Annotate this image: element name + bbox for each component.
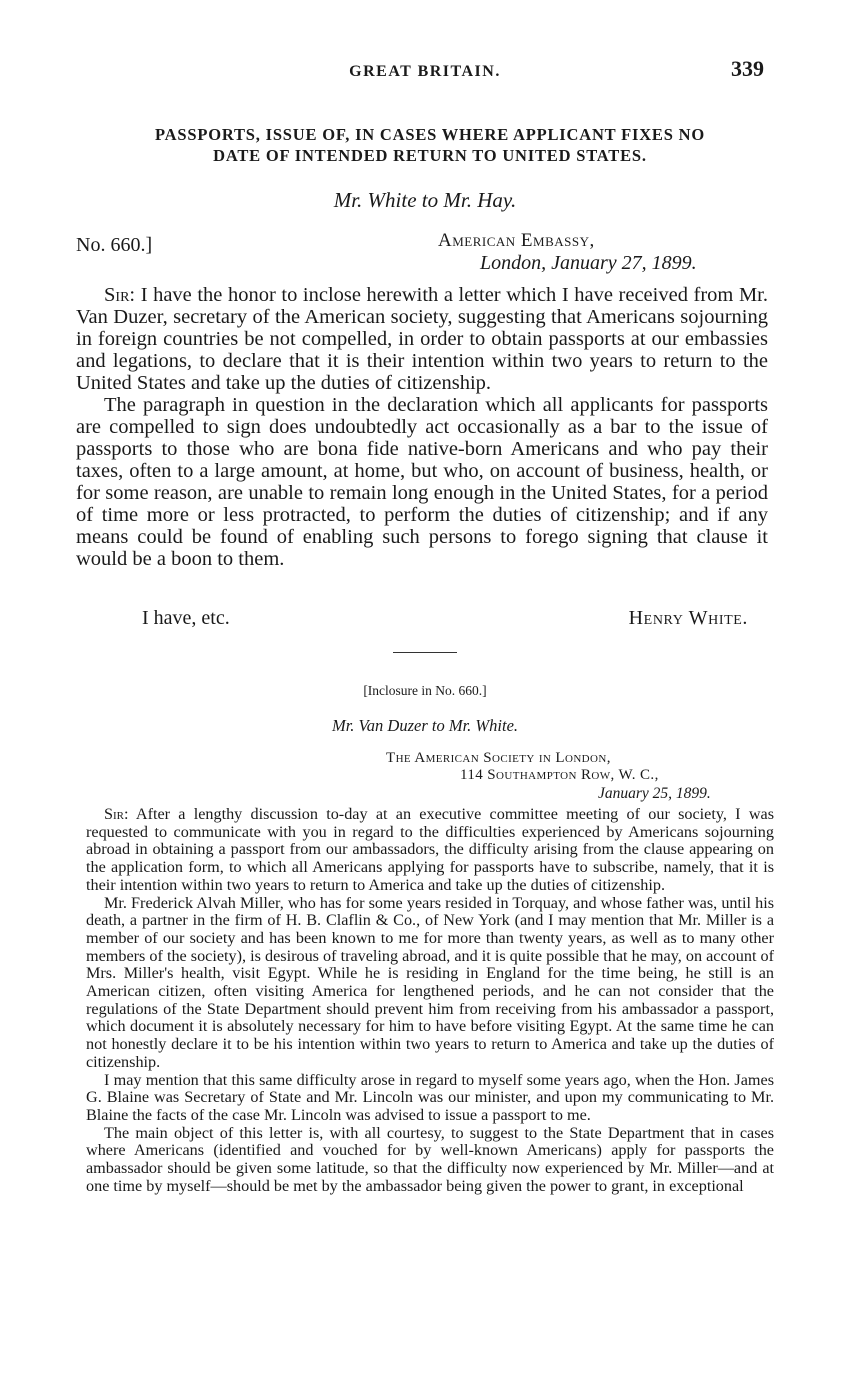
inclosure-paragraph [86,806,774,895]
inclosure-address-line-2: 114 Southampton Row, W. C., [460,767,659,783]
letter-sender-place: American Embassy, [438,230,595,251]
letter-closing [76,607,748,633]
running-title: GREAT BRITAIN. [349,63,501,80]
letter-closing-text: I have, etc. [142,607,230,629]
letter-salutation: Sir: [104,284,136,306]
section-heading-line-2: DATE OF INTENDED RETURN TO UNITED STATES. [213,146,647,165]
section-heading [70,124,790,166]
inclosure-date: January 25, 1899. [598,785,711,802]
letter-paragraph: The paragraph in question in the declaration which all applicants for passports are compelled to sign does undoubtedly act occasionally as a bar to the issue of passports to those who are bona fide native-born Americans and who pay their taxes, often to a large amount, at home, but who, on account of business, health, or for some reason, are unable to remain long enough in the United States, for a period of time more or less protracted, to perform the duties of citizenship; and if any means could be found of enabling such persons to forego signing that clause it would be a boon to them. [76,394,768,570]
letter-signature: Henry White. [628,607,748,629]
inclosure-body [86,806,774,1195]
inclosure-paragraph: Mr. Frederick Alvah Miller, who has for some years resided in Torquay, and whose father was, until his death, a partner in the firm of H. B. Claflin & Co., of New York (and I may mention that Mr. Miller is a member of our society and has been known to me for more than twenty years, as well as to many other members of the society), is desirous of traveling abroad, and it is quite possible that he may, on account of Mrs. Miller's health, visit Egypt. While he is residing in England for the time being, he still is an American citizen, often visiting America for lengthened periods, and he can not consider that the regulations of the State Department should prevent him from receiving from his ambassador a passport, which document it is absolutely necessary for him to have before visiting Egypt. At the same time he can not honestly declare it to be his intention within two years to return to America and take up the duties of citizenship. [86,893,774,1071]
inclosure-label: [Inclosure in No. 660.] [363,683,487,698]
inclosure-paragraph-1-text: After a lengthy discussion to-day at an executive committee meeting of our society, I was requested to communicate with you in regard to the difficulties experienced by Americans sojourning abroad in obtaining a passport from our ambassadors, the difficulty arising from the clause appearing on the application form, to which all Americans applying for passports have to subscribe, namely, that it is their intention within two years to return to America and take up the duties of citizenship. [86,805,774,894]
running-head [0,56,850,86]
letter-number: No. 660.] [76,234,153,256]
letter-place-date: London, January 27, 1899. [480,252,697,274]
inclosure-address-line-1: The American Society in London, [386,750,611,766]
inclosure-paragraph: The main object of this letter is, with all courtesy, to suggest to the State Department that in cases where Americans (identified and vouched for by well-known Americans) apply for passports the ambassador should be given some latitude, so that the difficulty now experienced by Mr. Miller—and at one time by myself—should be met by the ambassador being given the power to grant, in exceptional [86,1123,774,1195]
section-divider [393,652,457,653]
letter-subtitle: Mr. White to Mr. Hay. [333,188,517,212]
letter-paragraph [76,284,768,394]
section-heading-line-1: PASSPORTS, ISSUE OF, IN CASES WHERE APPLICANT FIXES NO [155,125,705,144]
inclosure-paragraph: I may mention that this same difficulty arose in regard to myself some years ago, when the Hon. James G. Blaine was Secretary of State and Mr. Lincoln was our minister, and upon my communicating to Mr. Blaine the facts of the case Mr. Lincoln was advised to issue a passport to me. [86,1070,774,1124]
letter-body [76,284,768,570]
inclosure-subtitle: Mr. Van Duzer to Mr. White. [331,716,519,735]
inclosure-salutation: Sir: [104,805,129,823]
letter-paragraph-1-text: I have the honor to inclose herewith a letter which I have received from Mr. Van Duzer, secretary of the American society, suggesting that Americans sojourning in foreign countries be not compelled, in order to obtain passports at our embassies and legations, to declare that it is their intention within two years to return to the United States and take up the duties of citizenship. [76,284,768,394]
page-number: 339 [731,56,764,81]
